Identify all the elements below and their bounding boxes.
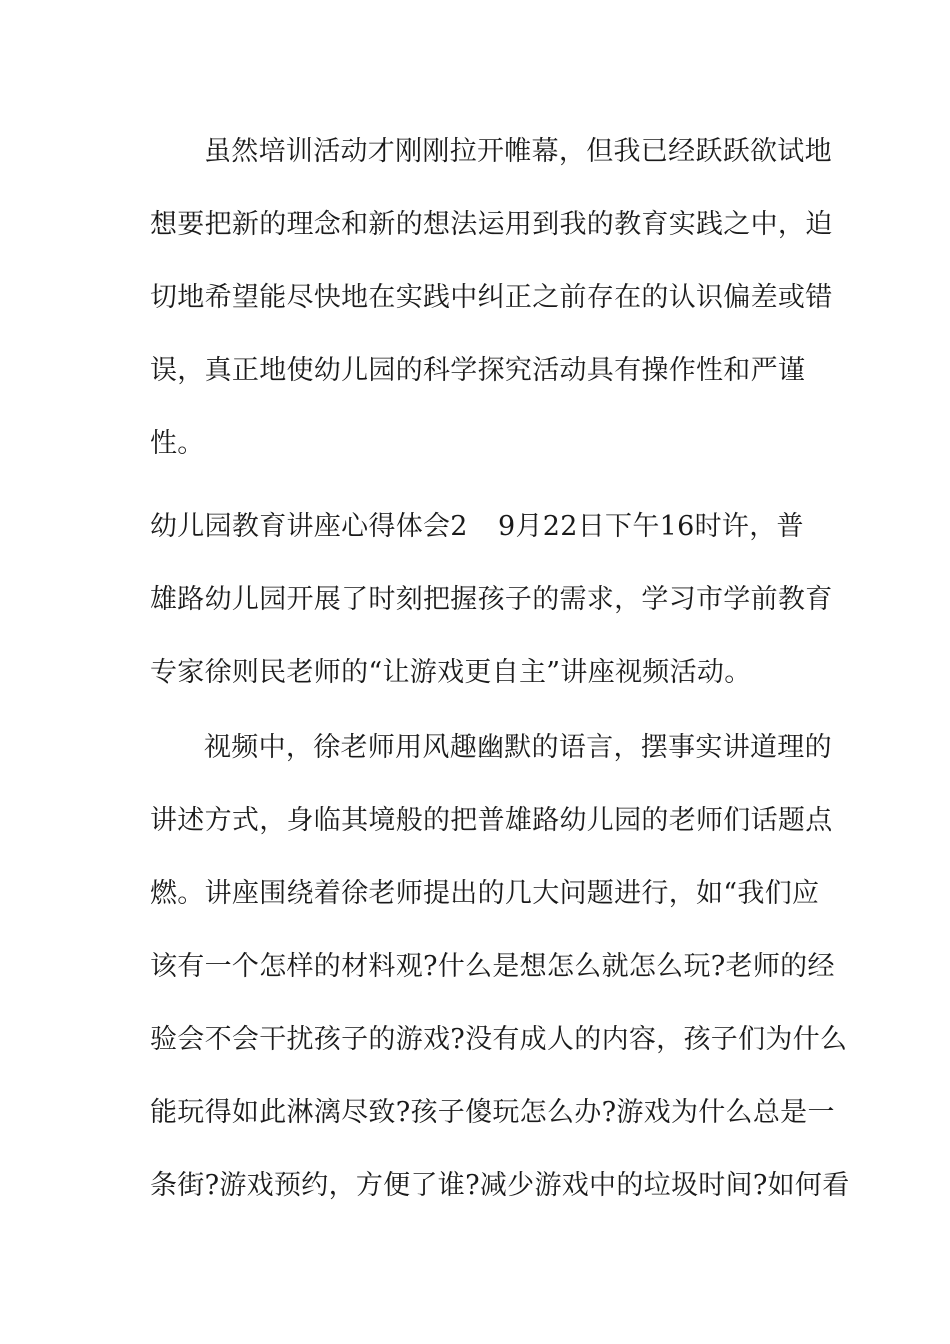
text-line: 视频中，徐老师用风趣幽默的语言，摆事实讲道理的 [204,732,832,763]
text-line: 切地希望能尽快地在实践中纠正之前存在的认识偏差或错 [150,282,833,313]
text-line: 误，真正地使幼儿园的科学探究活动具有操作性和严谨 [150,355,806,386]
text-line: 该有一个怎样的材料观?什么是想怎么就怎么玩?老师的经 [150,951,835,982]
text-line: 专家徐则民老师的“让游戏更自主”讲座视频活动。 [150,657,752,688]
section-heading-line [150,509,804,545]
section-title: 幼儿园教育讲座心得体会2 [150,511,468,542]
text-line: 虽然培训活动才刚刚拉开帷幕，但我已经跃跃欲试地 [204,136,832,167]
text-line: 燃。讲座围绕着徐老师提出的几大问题进行，如“我们应 [150,878,820,909]
text-line: 雄路幼儿园开展了时刻把握孩子的需求，学习市学前教育 [150,584,833,615]
text-line: 性。 [150,428,205,459]
text-line: 想要把新的理念和新的想法运用到我的教育实践之中，迫 [150,209,833,240]
text-line: 讲述方式，身临其境般的把普雄路幼儿园的老师们话题点 [150,805,833,836]
text-line: 能玩得如此淋漓尽致?孩子傻玩怎么办?游戏为什么总是一 [150,1097,835,1128]
text-line: 条街?游戏预约，方便了谁?减少游戏中的垃圾时间?如何看 [150,1170,850,1201]
section-lead-text: 9月22日下午16时许，普 [498,511,804,542]
text-line: 验会不会干扰孩子的游戏?没有成人的内容，孩子们为什么 [150,1024,848,1055]
